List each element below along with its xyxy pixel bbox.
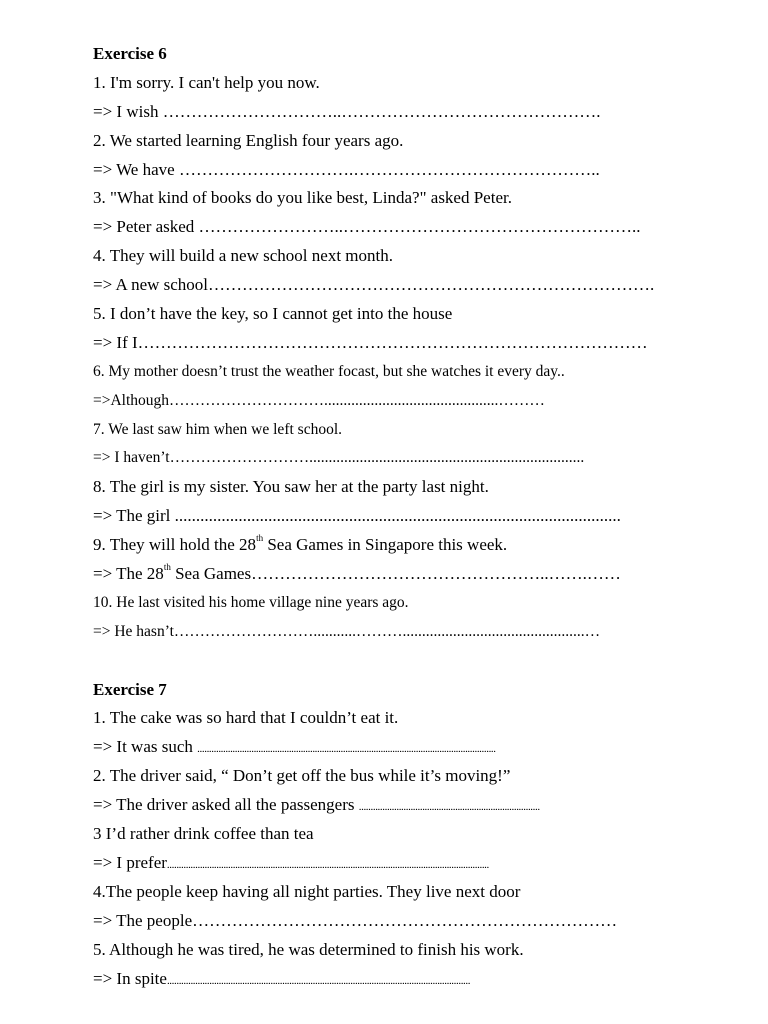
ex6-a9-text-end: Sea Games……………………………………………..…….…… bbox=[170, 564, 621, 584]
ex6-question-3: 3. "What kind of books do you like best, Linda?" asked Peter. bbox=[93, 188, 512, 208]
ex6-a9-superscript: th bbox=[163, 562, 171, 573]
ex6-answer-9 bbox=[93, 560, 733, 589]
ex7-question-5: 5. Although he was tired, he was determined to finish his work. bbox=[93, 939, 524, 959]
ex6-answer-1: => I wish …………………………..………………………………………. bbox=[93, 101, 601, 121]
ex6-a9-text-start: => The 28 bbox=[93, 564, 164, 584]
ex6-question-6: 6. My mother doesn’t trust the weather focast, but she watches it every day.. bbox=[93, 362, 565, 380]
ex6-answer-3: => Peter asked ……………………..…………………………………………….. bbox=[93, 217, 641, 237]
ex6-question-4: 4. They will build a new school next month. bbox=[93, 246, 393, 266]
ex6-q9-text-start: 9. They will hold the 28 bbox=[93, 535, 257, 555]
exercise-6-heading: Exercise 6 bbox=[93, 44, 167, 63]
ex7-a5-dotted-blank: ................................................................................................................................. bbox=[166, 974, 471, 987]
ex6-question-5: 5. I don’t have the key, so I cannot get into the house bbox=[93, 304, 453, 324]
ex6-q9-superscript: th bbox=[256, 533, 264, 544]
worksheet bbox=[93, 40, 733, 993]
ex7-question-1: 1. The cake was so hard that I couldn’t eat it. bbox=[93, 708, 399, 728]
ex6-answer-5: => If I……………………………………………………………………………… bbox=[93, 332, 648, 352]
ex7-answer-1 bbox=[93, 733, 733, 762]
ex7-answer-4: => The people………………………………………………………………… bbox=[93, 910, 618, 930]
ex6-question-10: 10. He last visited his home village nine years ago. bbox=[93, 593, 409, 611]
ex6-q9-text-end: Sea Games in Singapore this week. bbox=[263, 535, 508, 555]
ex6-answer-7: => I haven’t………………………....................................................................... bbox=[93, 449, 585, 467]
ex6-answer-6: =>Although………………………….............................................……… bbox=[93, 391, 545, 409]
ex6-question-8: 8. The girl is my sister. You saw her at the party last night. bbox=[93, 477, 489, 497]
ex7-a1-text: => It was such bbox=[93, 737, 198, 757]
ex7-a2-dotted-blank: ............................................................................. bbox=[358, 801, 540, 814]
ex7-question-4: 4.The people keep having all night parties. They live next door bbox=[93, 881, 521, 901]
ex7-answer-5 bbox=[93, 965, 733, 994]
ex7-a3-text: => I prefer bbox=[93, 852, 167, 872]
ex7-a1-dotted-blank: ............................................................................................................................... bbox=[197, 743, 496, 756]
ex6-question-7: 7. We last saw him when we left school. bbox=[93, 420, 342, 438]
ex7-question-2: 2. The driver said, “ Don’t get off the bus while it’s moving!” bbox=[93, 766, 511, 786]
ex6-question-1: 1. I'm sorry. I can't help you now. bbox=[93, 72, 320, 92]
exercise-7-heading: Exercise 7 bbox=[93, 679, 167, 699]
ex7-question-3: 3 I’d rather drink coffee than tea bbox=[93, 824, 314, 844]
ex6-answer-10: => He hasn’t………………………...........………...............................................… bbox=[93, 622, 601, 640]
ex7-a2-text: => The driver asked all the passengers bbox=[93, 795, 359, 815]
ex7-a3-dotted-blank: ......................................................................................................................................... bbox=[166, 858, 489, 871]
ex7-answer-3 bbox=[93, 849, 733, 878]
ex6-answer-2: => We have ………………………….…………………………………….. bbox=[93, 159, 600, 179]
ex7-a5-text: => In spite bbox=[93, 968, 167, 988]
ex6-answer-8: => The girl ......................................................................................................... bbox=[93, 506, 621, 526]
ex6-answer-4: => A new school……………………………………………………………………. bbox=[93, 275, 655, 295]
ex7-answer-2 bbox=[93, 791, 733, 820]
section-spacer bbox=[93, 647, 733, 676]
ex6-question-9 bbox=[93, 531, 733, 560]
ex6-question-2: 2. We started learning English four years ago. bbox=[93, 130, 404, 150]
